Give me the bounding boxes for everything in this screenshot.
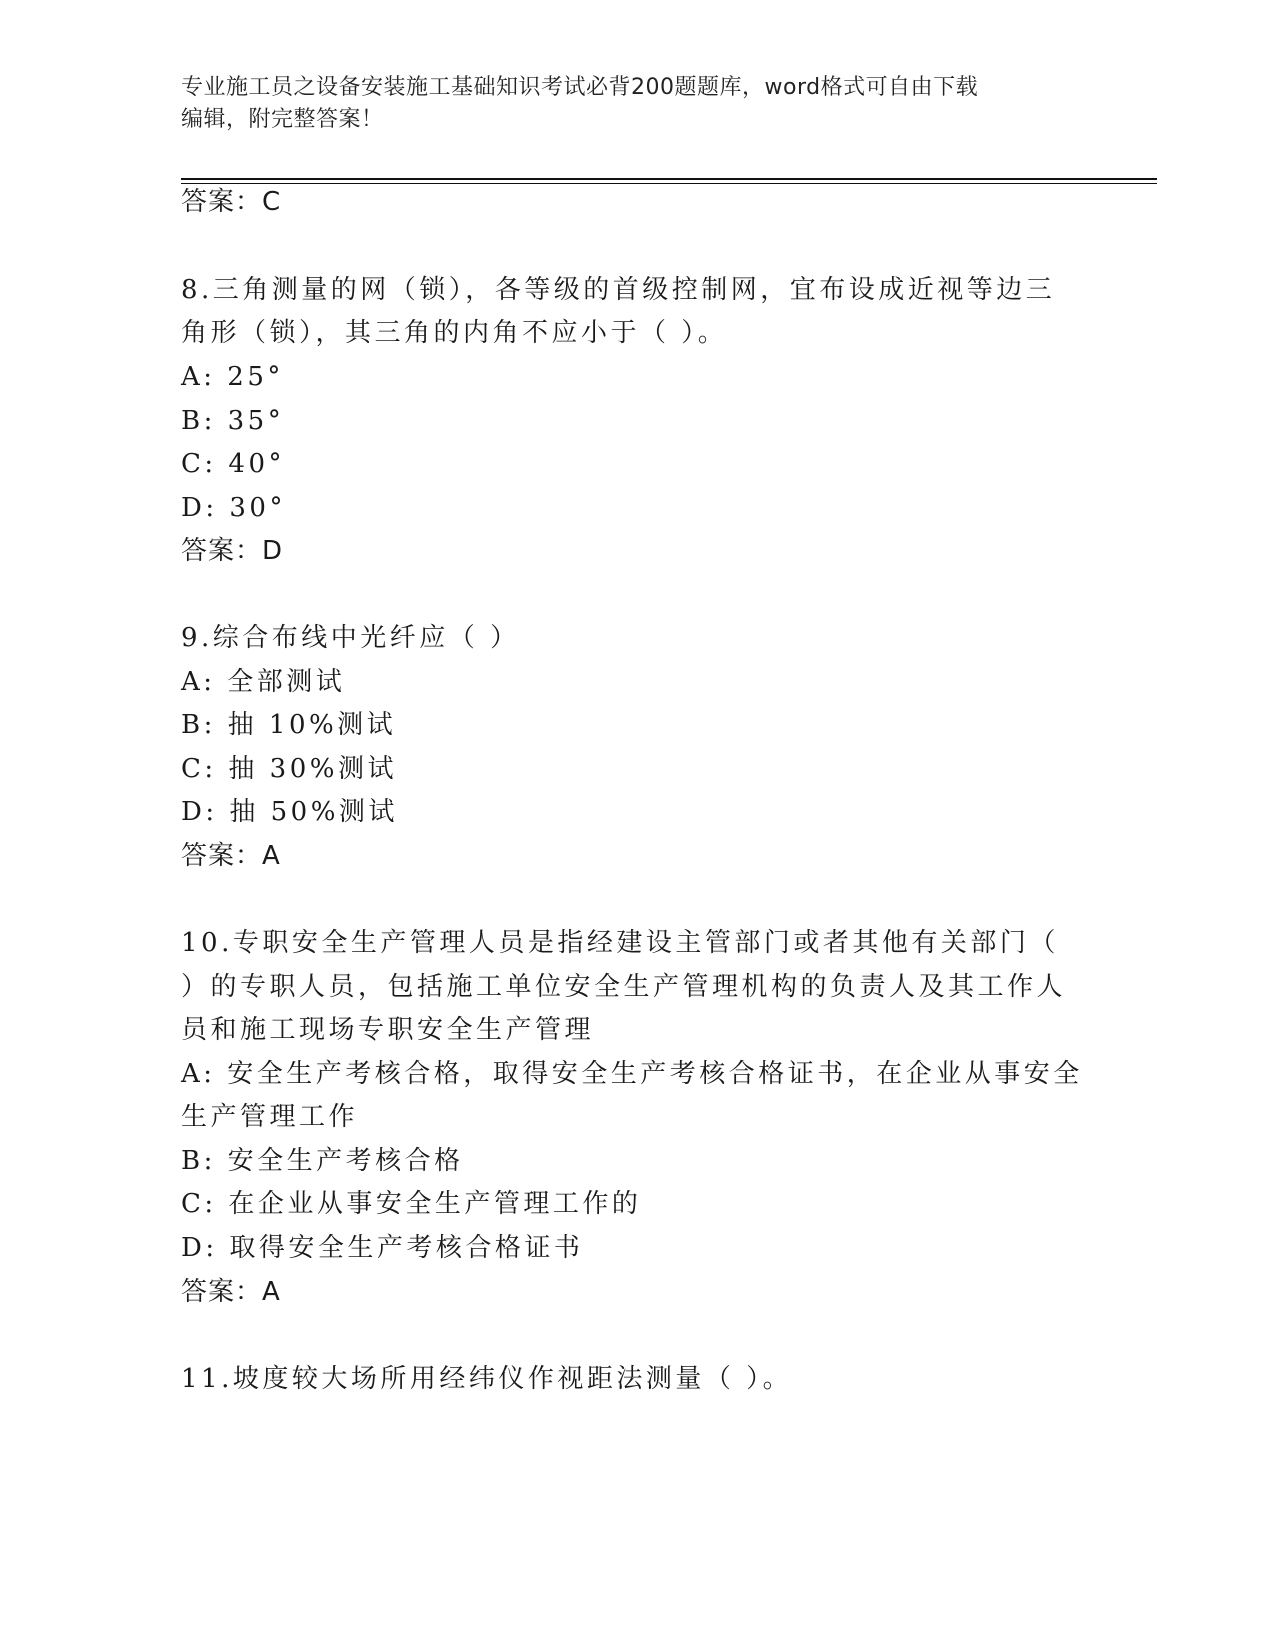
question-10-stem-line-3: 员和施工现场专职安全生产管理 xyxy=(181,1015,595,1045)
header-line-1: 专业施工员之设备安装施工基础知识考试必背200题题库，word格式可自由下载 xyxy=(181,75,979,100)
question-10-option-a-line-2: 生产管理工作 xyxy=(181,1102,359,1132)
question-9-option-a: A: 全部测试 xyxy=(181,667,346,697)
header-divider-thin xyxy=(181,183,1157,184)
answer-q10: 答案：A xyxy=(181,1277,281,1307)
question-8-stem-line-1: 8.三角测量的网（锁），各等级的首级控制网，宜布设成近视等边三 xyxy=(181,275,1056,305)
answer-q8: 答案：D xyxy=(181,536,284,566)
header-divider xyxy=(181,178,1157,180)
answer-q9: 答案：A xyxy=(181,841,281,871)
document-header xyxy=(181,72,1061,136)
question-10-option-b: B: 安全生产考核合格 xyxy=(181,1146,464,1176)
answer-q7: 答案：C xyxy=(181,187,282,217)
question-9-option-b: B: 抽 10%测试 xyxy=(181,710,397,740)
question-9-stem-line-1: 9.综合布线中光纤应（ ） xyxy=(181,623,520,653)
question-11-stem-line-1: 11.坡度较大场所用经纬仪作视距法测量（ ）。 xyxy=(181,1364,793,1394)
question-8-option-d: D: 30° xyxy=(181,493,286,523)
question-8-option-b: B: 35° xyxy=(181,406,285,436)
question-10-option-a-line-1: A: 安全生产考核合格，取得安全生产考核合格证书，在企业从事安全 xyxy=(181,1059,1083,1089)
question-9-option-d: D: 抽 50%测试 xyxy=(181,797,398,827)
question-9-option-c: C: 抽 30%测试 xyxy=(181,754,397,784)
question-10-stem-line-1: 10.专职安全生产管理人员是指经建设主管部门或者其他有关部门（ xyxy=(181,928,1059,958)
header-line-2: 编辑，附完整答案！ xyxy=(181,107,384,132)
question-8-option-c: C: 40° xyxy=(181,449,286,479)
question-10-option-c: C: 在企业从事安全生产管理工作的 xyxy=(181,1189,642,1219)
question-10-stem-line-2: ）的专职人员，包括施工单位安全生产管理机构的负责人及其工作人 xyxy=(181,972,1067,1002)
question-10-option-d: D: 取得安全生产考核合格证书 xyxy=(181,1233,584,1263)
question-8-option-a: A: 25° xyxy=(181,362,284,392)
question-8-stem-line-2: 角形（锁），其三角的内角不应小于（ ）。 xyxy=(181,318,728,348)
